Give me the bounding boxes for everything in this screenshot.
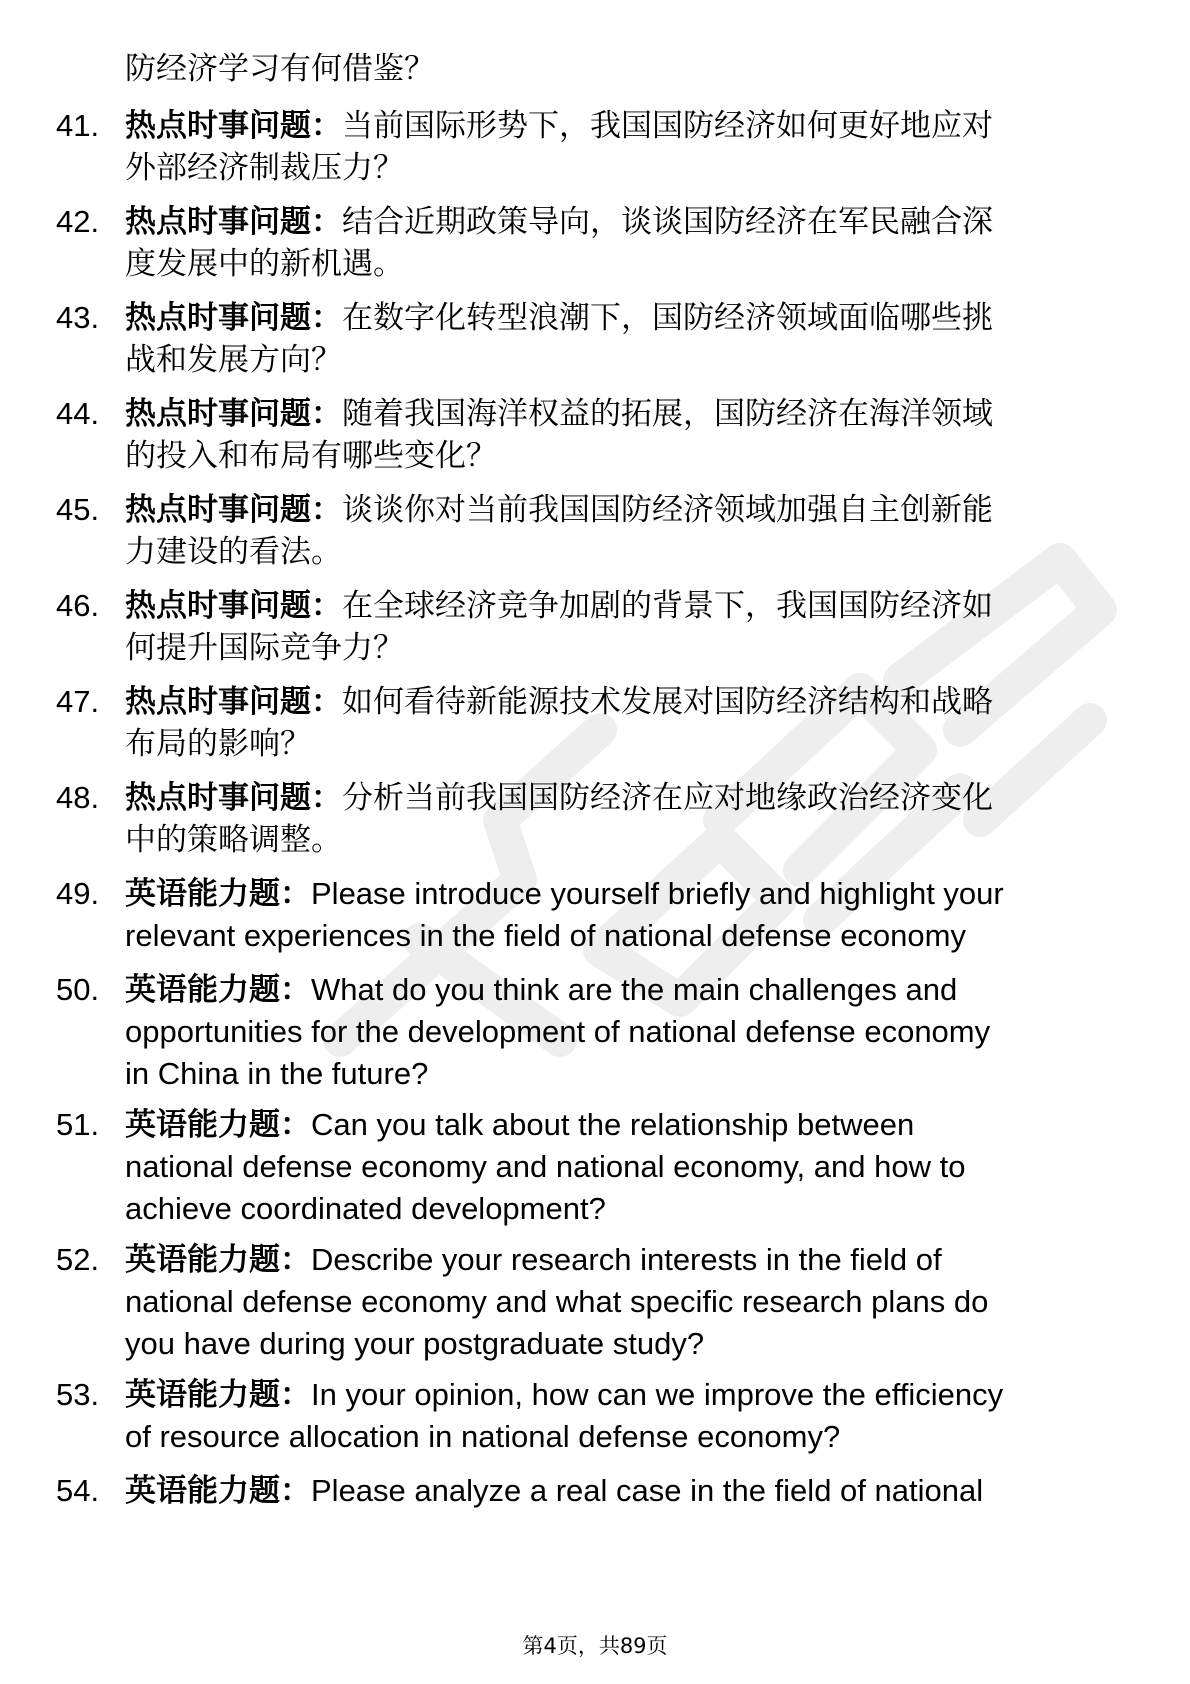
question-line-text: 度发展中的新机遇。 (125, 246, 404, 282)
question-number: 46. (56, 588, 100, 623)
question-line-text: 当前国际形势下，我国国防经济如何更好地应对 (342, 108, 993, 144)
question-item (0, 1104, 1190, 1230)
question-text (125, 681, 1135, 765)
question-line-text: achieve coordinated development? (125, 1191, 606, 1226)
question-category-label: 热点时事问题： (125, 396, 342, 432)
question-line (125, 105, 1135, 147)
question-number: 47. (56, 684, 100, 719)
question-text (125, 969, 1135, 1095)
question-line (125, 435, 1135, 477)
question-number: 49. (56, 876, 100, 911)
question-category-label: 英语能力题： (125, 1242, 311, 1278)
question-text (125, 297, 1135, 381)
question-item (0, 1239, 1190, 1365)
question-line-text: 结合近期政策导向，谈谈国防经济在军民融合深 (342, 204, 993, 240)
question-line-text: What do you think are the main challenges and (311, 972, 958, 1007)
question-line (125, 585, 1135, 627)
question-line (125, 723, 1135, 765)
question-item (0, 585, 1190, 669)
question-line-text: 在数字化转型浪潮下，国防经济领域面临哪些挑 (342, 300, 993, 336)
question-line-text: Can you talk about the relationship between (311, 1107, 915, 1142)
question-line-text: 的投入和布局有哪些变化？ (125, 438, 497, 474)
question-line (125, 969, 1135, 1011)
question-line-text: 力建设的看法。 (125, 534, 342, 570)
question-category-label: 热点时事问题： (125, 780, 342, 816)
question-text (125, 1104, 1135, 1230)
question-line (125, 777, 1135, 819)
question-line (125, 147, 1135, 189)
question-line (125, 915, 1135, 957)
question-text (125, 105, 1135, 189)
question-number: 42. (56, 204, 100, 239)
question-number: 45. (56, 492, 100, 527)
question-line (125, 1374, 1135, 1416)
question-text (125, 1239, 1135, 1365)
question-line-text: 何提升国际竞争力？ (125, 630, 404, 666)
question-item (0, 489, 1190, 573)
question-item (0, 969, 1190, 1095)
question-text (125, 489, 1135, 573)
question-line-text: opportunities for the development of national defense economy (125, 1014, 991, 1049)
question-line (125, 627, 1135, 669)
question-line (125, 1281, 1135, 1323)
question-number: 52. (56, 1242, 100, 1277)
question-number: 41. (56, 108, 100, 143)
question-line-text: in China in the future? (125, 1056, 429, 1091)
question-line-text: 外部经济制裁压力？ (125, 150, 404, 186)
question-line-text: Describe your research interests in the field of (311, 1242, 942, 1277)
question-text (125, 777, 1135, 861)
question-text (125, 1374, 1135, 1458)
question-line-text: 布局的影响？ (125, 726, 311, 762)
question-text (125, 585, 1135, 669)
question-text (125, 201, 1135, 285)
question-item (0, 1470, 1190, 1512)
question-text (125, 873, 1135, 957)
question-item (0, 681, 1190, 765)
question-line-text: 中的策略调整。 (125, 822, 342, 858)
question-line-text: 战和发展方向？ (125, 342, 342, 378)
question-number: 54. (56, 1473, 100, 1508)
question-category-label: 热点时事问题： (125, 588, 342, 624)
question-number: 53. (56, 1377, 100, 1412)
question-line-text: Please introduce yourself briefly and highlight your (311, 876, 1004, 911)
question-text (125, 1470, 1135, 1512)
question-line (125, 1470, 1135, 1512)
continuation-line: 防经济学习有何借鉴？ (125, 51, 435, 87)
question-number: 50. (56, 972, 100, 1007)
question-number: 48. (56, 780, 100, 815)
question-item (0, 1374, 1190, 1458)
question-line (125, 297, 1135, 339)
question-category-label: 英语能力题： (125, 1473, 311, 1509)
question-line (125, 1053, 1135, 1095)
question-line (125, 243, 1135, 285)
question-line (125, 1323, 1135, 1365)
question-line-text: Please analyze a real case in the field of national (311, 1473, 984, 1508)
question-line-text: 随着我国海洋权益的拓展，国防经济在海洋领域 (342, 396, 993, 432)
question-category-label: 英语能力题： (125, 972, 311, 1008)
question-line (125, 1416, 1135, 1458)
question-line-text: national defense economy and national economy, and how to (125, 1149, 966, 1184)
question-category-label: 热点时事问题： (125, 684, 342, 720)
question-number: 44. (56, 396, 100, 431)
question-number: 43. (56, 300, 100, 335)
question-line (125, 531, 1135, 573)
question-line (125, 873, 1135, 915)
question-line (125, 1188, 1135, 1230)
question-line (125, 1011, 1135, 1053)
question-line (125, 681, 1135, 723)
question-line-text: national defense economy and what specific research plans do (125, 1284, 989, 1319)
question-item (0, 297, 1190, 381)
page-footer: 第4页，共89页 (522, 1634, 668, 1658)
question-item (0, 873, 1190, 957)
question-line-text: relevant experiences in the field of national defense economy (125, 918, 966, 953)
question-line-text: you have during your postgraduate study? (125, 1326, 705, 1361)
question-line (125, 201, 1135, 243)
question-line-text: 谈谈你对当前我国国防经济领域加强自主创新能 (342, 492, 993, 528)
question-line (125, 1239, 1135, 1281)
question-line-text: 在全球经济竞争加剧的背景下，我国国防经济如 (342, 588, 993, 624)
question-item (0, 393, 1190, 477)
question-category-label: 热点时事问题： (125, 204, 342, 240)
question-line-text: 如何看待新能源技术发展对国防经济结构和战略 (342, 684, 993, 720)
question-item (0, 777, 1190, 861)
question-line-text: 分析当前我国国防经济在应对地缘政治经济变化 (342, 780, 993, 816)
question-category-label: 英语能力题： (125, 876, 311, 912)
question-line-text: In your opinion, how can we improve the efficiency (311, 1377, 1004, 1412)
question-category-label: 英语能力题： (125, 1377, 311, 1413)
question-line (125, 489, 1135, 531)
question-category-label: 热点时事问题： (125, 108, 342, 144)
question-line (125, 393, 1135, 435)
question-line (125, 339, 1135, 381)
question-category-label: 热点时事问题： (125, 300, 342, 336)
question-category-label: 热点时事问题： (125, 492, 342, 528)
question-number: 51. (56, 1107, 100, 1142)
question-line (125, 1104, 1135, 1146)
question-line (125, 1146, 1135, 1188)
question-item (0, 105, 1190, 189)
question-line-text: of resource allocation in national defense economy? (125, 1419, 841, 1454)
question-category-label: 英语能力题： (125, 1107, 311, 1143)
question-line (125, 819, 1135, 861)
question-text (125, 393, 1135, 477)
question-item (0, 201, 1190, 285)
